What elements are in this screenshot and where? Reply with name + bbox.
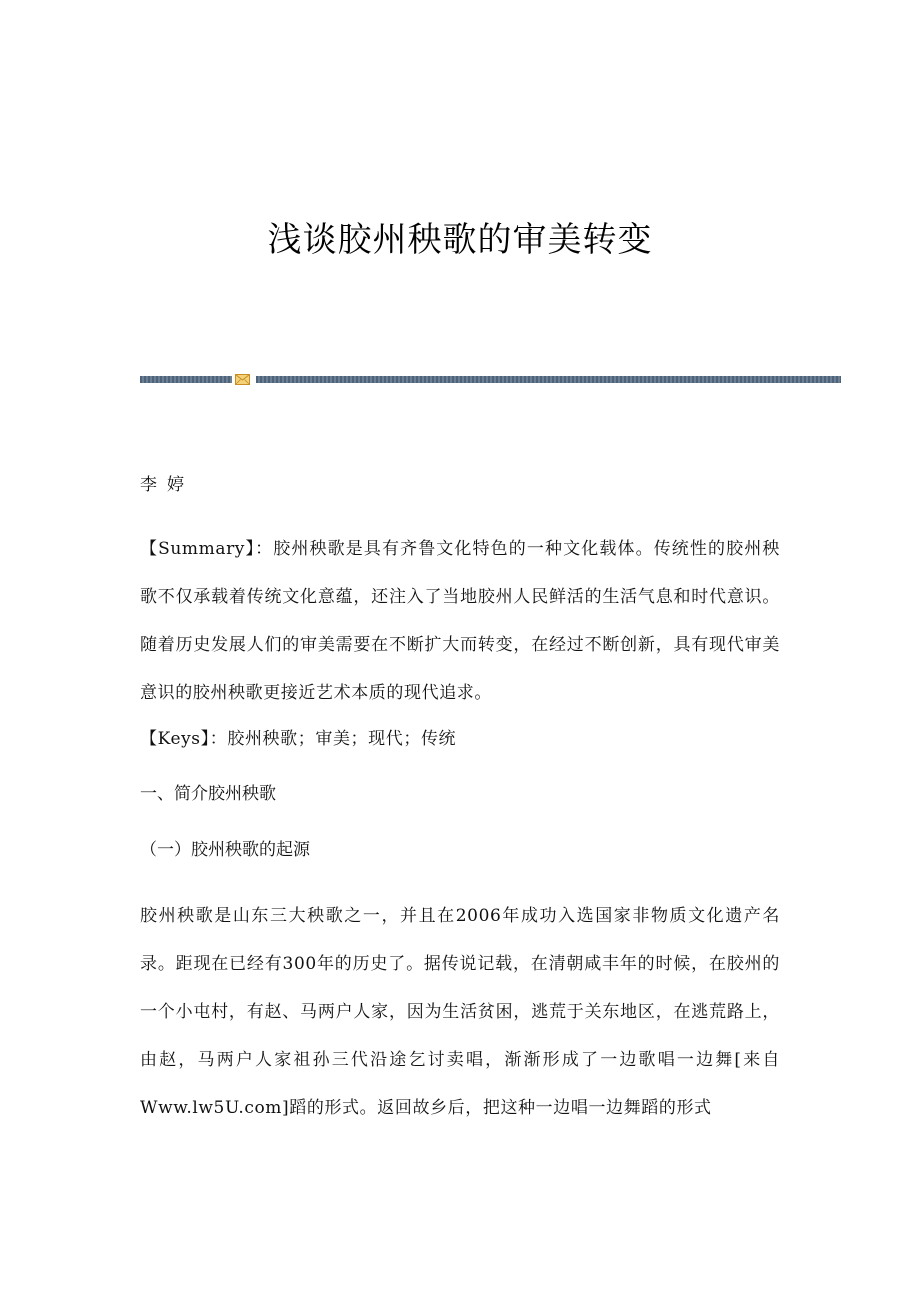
- body-paragraph: 胶州秧歌是山东三大秧歌之一，并且在2006年成功入选国家非物质文化遗产名录。距现在已经有300年的历史了。据传说记载，在清朝咸丰年的时候，在胶州的一个小屯村，有赵、马两户人家，因为生活贫困，逃荒于关东地区，在逃荒路上，由赵，马两户人家祖孙三代沿途乞讨卖唱，渐渐形成了一边歌唱一边舞[来自Www.lw5U.com]蹈的形式。返回故乡后，把这种一边唱一边舞蹈的形式: [140, 906, 780, 1118]
- divider-bar-left: [140, 376, 232, 383]
- summary-label: 【Summary】：: [140, 539, 274, 559]
- divider-bar-right: [256, 376, 841, 383]
- title-divider: [140, 374, 841, 386]
- summary-text: 胶州秧歌是具有齐鲁文化特色的一种文化载体。传统性的胶州秧歌不仅承载着传统文化意蕴，还注入了当地胶州人民鲜活的生活气息和时代意识。随着历史发展人们的审美需要在不断扩大而转变，在经过不断创新，具有现代审美意识的胶州秧歌更接近艺术本质的现代追求。: [140, 539, 780, 703]
- keywords-line: [140, 725, 780, 753]
- keys-text: 胶州秧歌；审美；现代；传统: [227, 729, 457, 749]
- summary-paragraph: [140, 525, 780, 717]
- envelope-ornament-icon: [235, 374, 250, 385]
- author-name: 李婷: [140, 475, 194, 495]
- document-title: 浅谈胶州秧歌的审美转变: [267, 220, 653, 260]
- section-heading: 一、简介胶州秧歌: [140, 784, 276, 804]
- subsection-heading: （一）胶州秧歌的起源: [140, 840, 310, 860]
- keys-label: 【Keys】：: [140, 729, 228, 749]
